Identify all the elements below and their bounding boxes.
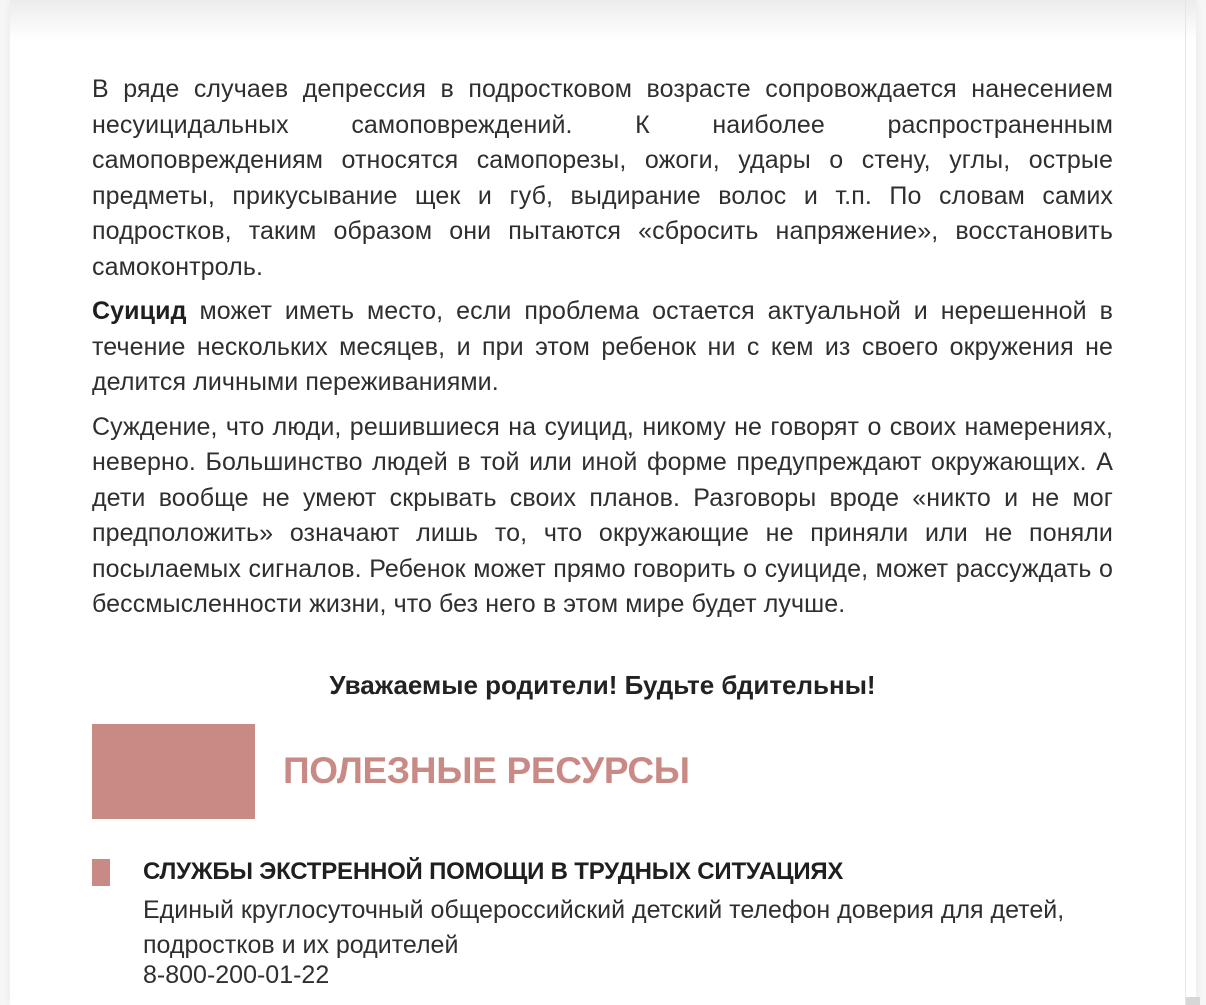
service-bullet-marker <box>92 859 110 886</box>
page-edge <box>1185 0 1186 1005</box>
parents-callout: Уважаемые родители! Будьте бдительны! <box>329 670 876 700</box>
resources-title: ПОЛЕЗНЫЕ РЕСУРСЫ <box>283 750 690 791</box>
suicide-term: Суицид <box>92 297 187 325</box>
paragraph-suicide-text: может иметь место, если проблема остается актуальной и нерешенной в течение нескольких месяцев, и при этом ребенок ни с кем из своего окружения не делится личными переживаниями. <box>92 297 1113 396</box>
resources-color-block <box>92 724 255 819</box>
article-body <box>92 72 1113 632</box>
service-heading: СЛУЖБЫ ЭКСТРЕННОЙ ПОМОЩИ В ТРУДНЫХ СИТУАЦИЯХ <box>143 858 844 885</box>
paragraph-self-harm: В ряде случаев депрессия в подростковом возрасте сопровождается нанесением несуицидальных самоповреждений. К наиболее распространенным самоповреждениям относятся самопорезы, ожоги, удары о стену, углы, острые предметы, прикусывание щек и губ, выдирание волос и т.п. По словам самих подростков, таким образом они пытаются «сбросить напряжение», восстановить самоконтроль. <box>92 75 1113 281</box>
paragraph-warning-signs: Суждение, что люди, решившиеся на суицид, никому не говорят о своих намерениях, неверно. Большинство людей в той или иной форме предупреждают окружающих. А дети вообще не умеют скрывать своих планов. Разговоры вроде «никто и не мог предположить» означают лишь то, что окружающие не приняли или не поняли посылаемых сигналов. Ребенок может прямо говорить о суициде, может рассуждать о бессмысленности жизни, что без него в этом мире будет лучше. <box>92 412 1113 618</box>
paragraph-suicide <box>92 294 1113 401</box>
hotline-phone-number[interactable]: 8-800-200-01-22 <box>143 961 330 989</box>
service-description: Единый круглосуточный общероссийский детский телефон доверия для детей, подростков и их родителей <box>143 896 1065 959</box>
page-corner-mark <box>1186 997 1200 1005</box>
page-top-shadow <box>10 0 1196 40</box>
